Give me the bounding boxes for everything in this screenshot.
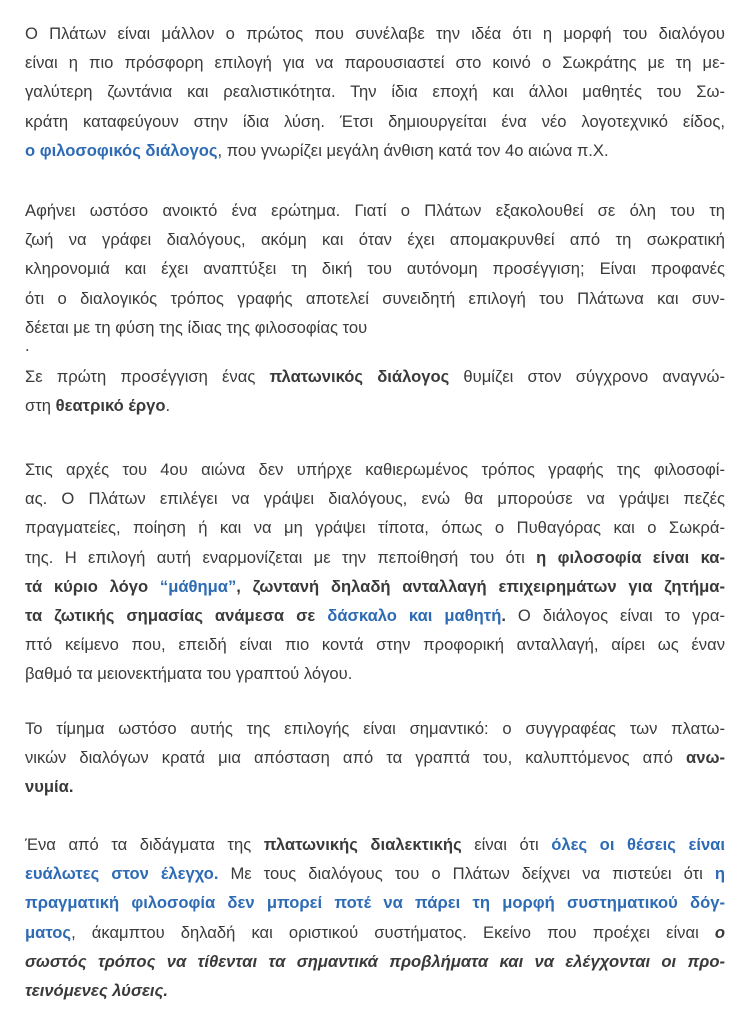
text-line: [25, 572, 725, 601]
text-line: [25, 859, 725, 888]
emphasis-text: .: [501, 605, 506, 625]
text-line: νυμία.: [25, 777, 74, 797]
text-line: πραγματείες, ποίηση ή και να μη γράψει τίποτα, όπως ο Πυθαγόρας και ο Σωκρά-: [25, 518, 725, 538]
emphasis-text: τά κύριο λόγο: [25, 576, 160, 596]
text-line: [25, 136, 725, 165]
true-philosophy-link[interactable]: πραγματική φιλοσοφία δεν μπορεί ποτέ να πάρει τη μορφή συστηματικού δόγ-: [25, 893, 725, 913]
text-line: Ο Πλάτων είναι μάλλον ο πρώτος που συνέλαβε την ιδέα ότι η μορφή του διαλόγου: [25, 24, 725, 43]
paragraph-5: [25, 714, 725, 802]
text-line: πτό κείμενο που, επειδή είναι πιο κοντά στην προφορική ανταλλαγή, αίρει ως έναν: [25, 635, 725, 655]
stray-dot: .: [25, 336, 30, 355]
text-fragment: είναι ότι: [461, 835, 552, 854]
paragraph-1: [25, 19, 725, 165]
lesson-link[interactable]: “μάθημα”: [159, 576, 237, 596]
text-line: δέεται με τη φύση της ίδιας της φιλοσοφίας του: [25, 317, 368, 337]
text-fragment: Ένα από τα διδάγματα της: [25, 835, 264, 854]
text-line: Το τίμημα ωστόσο αυτής της επιλογής είναι σημαντικό: ο συγγραφέας των πλατω-: [25, 719, 725, 738]
emphasis-text: τα ζωτικής σημασίας ανάμεσα σε: [25, 605, 328, 625]
emphasis-text: ο: [714, 922, 725, 942]
text-line: Αφήνει ωστόσο ανοικτό ένα ερώτημα. Γιατί ο Πλάτων εξακολουθεί σε όλη του τη: [25, 201, 725, 220]
text-line: ότι ο διαλογικός τρόπος γραφής αποτελεί συνειδητή επιλογή του Πλάτωνα και συν-: [25, 288, 725, 308]
text-line: [25, 743, 725, 772]
platonic-dialectic-term: πλατωνικής διαλεκτικής: [263, 835, 462, 854]
text-line: τεινόμενες λύσεις.: [25, 980, 168, 1000]
paragraph-2: [25, 196, 725, 342]
text-fragment: , που γνωρίζει μεγάλη άνθιση κατά τον 4ο αιώνα π.Χ.: [217, 140, 609, 160]
true-philosophy-link[interactable]: η: [714, 864, 725, 884]
text-fragment: Με τους διαλόγους του ο Πλάτων δείχνει να πιστεύει ότι: [218, 864, 715, 884]
paragraph-3: [25, 362, 725, 420]
text-line: γαλύτερη ζωντάνια και ρεαλιστικότητα. Την ίδια εποχή και άλλοι μαθητές του Σω-: [25, 82, 725, 102]
emphasis-text: η φιλοσοφία είναι κα-: [536, 547, 726, 567]
text-line: Στις αρχές του 4ου αιώνα δεν υπήρχε καθιερωμένος τρόπος γραφής της φιλοσοφί-: [25, 460, 725, 479]
text-fragment: στη: [25, 396, 56, 416]
paragraph-4: [25, 455, 725, 689]
text-fragment: , άκαμπτου δηλαδή και οριστικού συστήματος. Εκείνο που προέχει είναι: [71, 922, 715, 942]
text-line: κληρονομιά και έχει αναπτύξει τη δική του αυτόνομη προσέγγιση; Είναι προφανές: [25, 259, 725, 279]
text-line: [25, 601, 725, 630]
teacher-student-link[interactable]: δάσκαλο και μαθητή: [327, 605, 502, 625]
text-line: βαθμό τα μειονεκτήματα του γραπτού λόγου.: [25, 664, 353, 684]
paragraph-6: [25, 830, 725, 1005]
true-philosophy-link[interactable]: ματος: [25, 922, 72, 942]
philosophical-dialogue-link[interactable]: ο φιλοσοφικός διάλογος: [25, 140, 218, 160]
text-line: ζωή να γράφει διαλόγους, ακόμη και όταν έχει απομακρυνθεί από τη σωκρατική: [25, 230, 725, 250]
theatrical-work-term: θεατρικό έργο: [55, 396, 166, 416]
text-fragment: θυμίζει στον σύγχρονο αναγνώ-: [449, 367, 725, 386]
positions-vulnerable-link[interactable]: όλες οι θέσεις είναι: [551, 835, 725, 854]
platonic-dialogue-term: πλατωνικός διάλογος: [269, 367, 450, 386]
text-fragment: Σε πρώτη προσέγγιση ένας: [25, 367, 270, 386]
text-line: ας. Ο Πλάτων επιλέγει να γράψει διαλόγους, ενώ θα μπορούσε να γράψει πεζές: [25, 489, 725, 509]
anonymity-term: ανω-: [686, 748, 725, 768]
text-line: [25, 830, 725, 859]
text-line: [25, 543, 725, 572]
text-fragment: νικών διαλόγων κρατά μια απόσταση από τα γραπτά του, καλυπτόμενος από: [25, 748, 687, 768]
text-fragment: .: [165, 396, 171, 416]
text-fragment: της. Η επιλογή αυτή εναρμονίζεται με την πεποίθησή του ότι: [25, 547, 537, 567]
text-line: σωστός τρόπος να τίθενται τα σημαντικά προβλήματα και να ελέγχονται οι προ-: [25, 951, 725, 971]
positions-vulnerable-link[interactable]: ευάλωτες στον έλεγχο.: [25, 864, 219, 884]
text-line: [25, 391, 725, 420]
text-fragment: Ο διάλογος είναι το γρα-: [505, 605, 725, 625]
emphasis-text: , ζωντανή δηλαδή ανταλλαγή επιχειρημάτων για ζητήμα-: [236, 576, 725, 596]
text-line: είναι η πιο πρόσφορη επιλογή για να παρουσιαστεί στο κοινό ο Σωκράτης με τη με-: [25, 53, 725, 73]
text-line: κράτη καταφεύγουν στην ίδια λύση. Έτσι δημιουργείται ένα νέο λογοτεχνικό είδος,: [25, 111, 725, 131]
text-line: [25, 918, 725, 947]
text-line: [25, 362, 725, 391]
